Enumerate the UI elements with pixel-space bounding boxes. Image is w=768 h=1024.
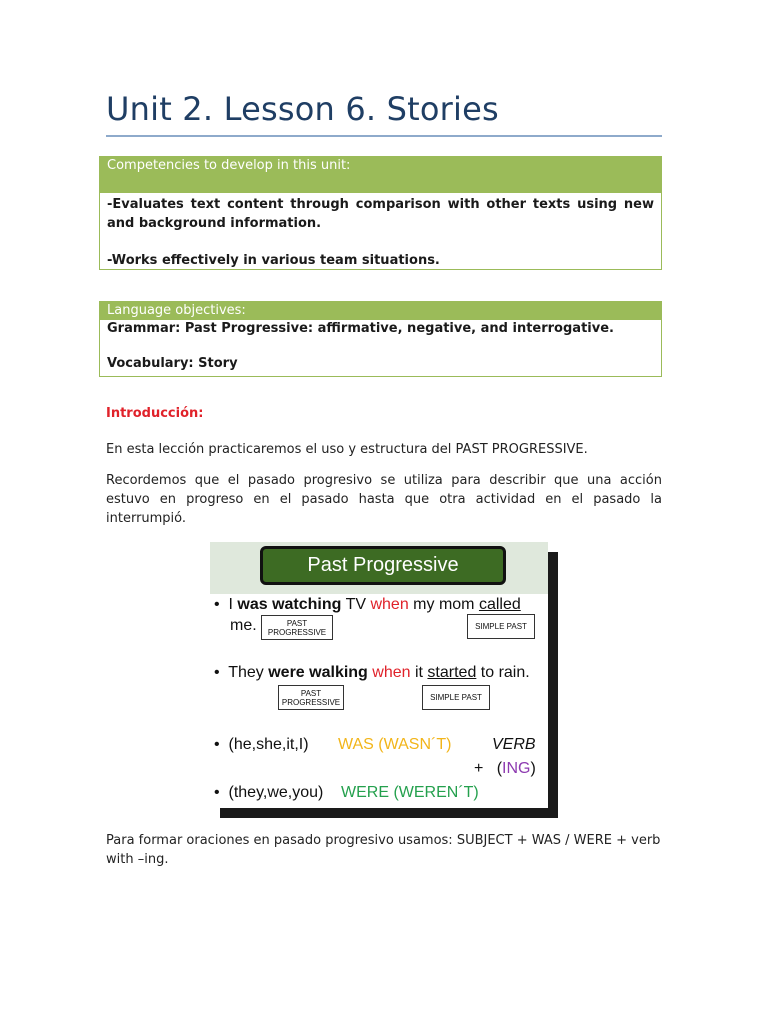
were-auxiliary: WERE (WEREN´T) [341,784,479,801]
competency-item: -Works effectively in various team situations. [107,253,440,268]
objectives-body [100,320,661,373]
title-divider [106,135,662,137]
page-title: Unit 2. Lesson 6. Stories [106,90,499,128]
sentence-text: it [410,664,428,681]
competencies-body [100,195,661,270]
sentence-text: They [228,664,269,681]
ing-rule [474,760,536,778]
ing-suffix: ING [502,760,531,777]
bullet: • [214,664,220,681]
when-word: when [372,664,411,681]
intro-paragraph: Para formar oraciones en pasado progresivo usamos: SUBJECT + WAS / WERE + verb with –ing. [106,833,661,867]
plus-sign: + [474,760,484,777]
label-simple-past: SIMPLE PAST [422,685,490,710]
figure-shadow [220,808,558,818]
sentence-text: my mom [408,596,479,613]
when-word: when [370,596,409,613]
verb-label: VERB [492,736,536,753]
competencies-box [99,156,662,270]
sentence-1-end: me. [230,617,257,634]
subject-group: (they,we,you) [228,784,324,801]
bullet: • [214,736,220,753]
subject-group: (he,she,it,I) [228,736,309,753]
intro-paragraph: En esta lección practicaremos el uso y estructura del PAST PROGRESSIVE. [106,442,588,457]
intro-heading: Introducción: [106,406,204,421]
figure-shadow [548,552,558,818]
sentence-text: I [228,596,238,613]
grammar-objective: Grammar: Past Progressive: affirmative, negative, and interrogative. [107,321,614,336]
vocabulary-objective: Vocabulary: Story [107,356,238,371]
sentence-1 [214,596,521,614]
simple-past-verb: started [427,664,477,681]
intro-paragraph: Recordemos que el pasado progresivo se utiliza para describir que una acción estuvo en progreso en el pasado hasta que otra actividad en el pasado la interrumpió. [106,473,662,526]
past-progressive-figure [210,542,558,818]
past-progressive-verb: were walking [268,664,368,681]
simple-past-verb: called [478,596,521,613]
paren: ( [496,760,503,777]
rule-plural [214,784,323,802]
sentence-2 [214,664,530,682]
label-simple-past: SIMPLE PAST [467,614,535,639]
competency-item: -Evaluates text content through comparison with other texts using new and background information. [107,197,654,231]
rule-singular [214,736,309,754]
bullet: • [214,784,220,801]
sentence-text: to rain. [476,664,530,681]
label-past-progressive: PAST PROGRESSIVE [278,685,344,710]
figure-title: Past Progressive [260,546,506,585]
past-progressive-verb: was watching [237,596,342,613]
objectives-box [99,301,662,377]
bullet: • [214,596,220,613]
paren: ) [530,760,536,777]
objectives-heading: Language objectives: [100,302,661,320]
was-auxiliary: WAS (WASN´T) [338,736,452,753]
label-past-progressive: PAST PROGRESSIVE [261,615,333,640]
sentence-text: TV [341,596,371,613]
competencies-heading: Competencies to develop in this unit: [100,157,661,193]
